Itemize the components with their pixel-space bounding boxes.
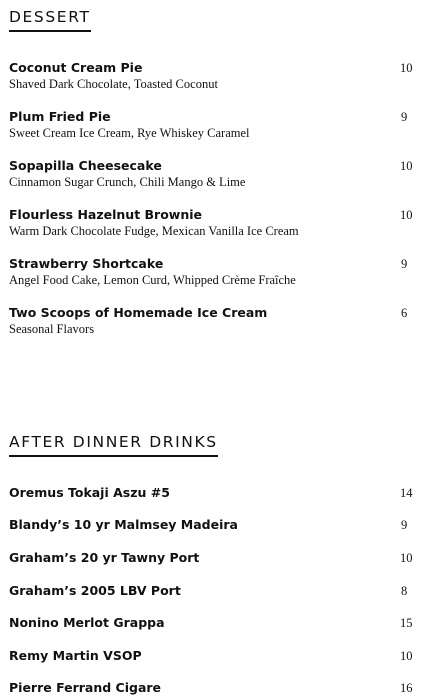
item-name: Nonino Merlot Grappa: [9, 615, 165, 630]
item-price: 16: [400, 681, 413, 695]
dessert-item-flourless-hazelnut-brownie: [9, 206, 414, 239]
dessert-item-sopapilla-cheesecake: [9, 157, 414, 190]
item-name: Flourless Hazelnut Brownie: [9, 207, 203, 222]
after-dinner-drinks-heading: AFTER DINNER DRINKS: [9, 432, 218, 457]
item-price: 10: [400, 61, 413, 75]
item-name: Plum Fried Pie: [9, 109, 111, 124]
dessert-heading: DESSERT: [9, 7, 91, 32]
item-price: 10: [400, 208, 413, 222]
drink-item-blandys-madeira: [9, 516, 414, 533]
item-description: Angel Food Cake, Lemon Curd, Whipped Crème Fraîche: [9, 273, 296, 287]
item-description: Sweet Cream Ice Cream, Rye Whiskey Caramel: [9, 126, 250, 140]
item-price: 15: [400, 616, 413, 630]
item-name: Oremus Tokaji Aszu #5: [9, 485, 170, 500]
drink-item-pierre-ferrand-cigare: [9, 679, 414, 696]
item-name: Two Scoops of Homemade Ice Cream: [9, 305, 268, 320]
drink-item-remy-martin-vsop: [9, 647, 414, 664]
item-description: Shaved Dark Chocolate, Toasted Coconut: [9, 77, 218, 91]
item-name: Remy Martin VSOP: [9, 648, 142, 663]
dessert-item-coconut-cream-pie: [9, 59, 414, 92]
item-price: 9: [401, 257, 408, 271]
dessert-item-two-scoops-ice-cream: [9, 304, 414, 337]
item-price: 10: [400, 551, 413, 565]
item-price: 9: [401, 110, 408, 124]
item-name: Blandy’s 10 yr Malmsey Madeira: [9, 517, 238, 532]
dessert-item-strawberry-shortcake: [9, 255, 414, 288]
item-name: Sopapilla Cheesecake: [9, 158, 162, 173]
item-price: 10: [400, 649, 413, 663]
item-name: Strawberry Shortcake: [9, 256, 164, 271]
drink-item-grahams-2005-lbv-port: [9, 582, 414, 599]
drink-item-nonino-grappa: [9, 614, 414, 631]
item-description: Seasonal Flavors: [9, 322, 95, 336]
drink-item-grahams-20yr-port: [9, 549, 414, 566]
item-description: Warm Dark Chocolate Fudge, Mexican Vanilla Ice Cream: [9, 224, 299, 238]
item-price: 8: [401, 584, 408, 598]
item-price: 6: [401, 306, 408, 320]
item-name: Coconut Cream Pie: [9, 60, 143, 75]
item-price: 9: [401, 518, 408, 532]
item-name: Graham’s 20 yr Tawny Port: [9, 550, 200, 565]
item-name: Graham’s 2005 LBV Port: [9, 583, 181, 598]
item-price: 14: [400, 486, 413, 500]
dessert-item-plum-fried-pie: [9, 108, 414, 141]
drink-item-oremus-tokaji: [9, 484, 414, 501]
item-name: Pierre Ferrand Cigare: [9, 680, 162, 695]
item-description: Cinnamon Sugar Crunch, Chili Mango & Lime: [9, 175, 246, 189]
item-price: 10: [400, 159, 413, 173]
